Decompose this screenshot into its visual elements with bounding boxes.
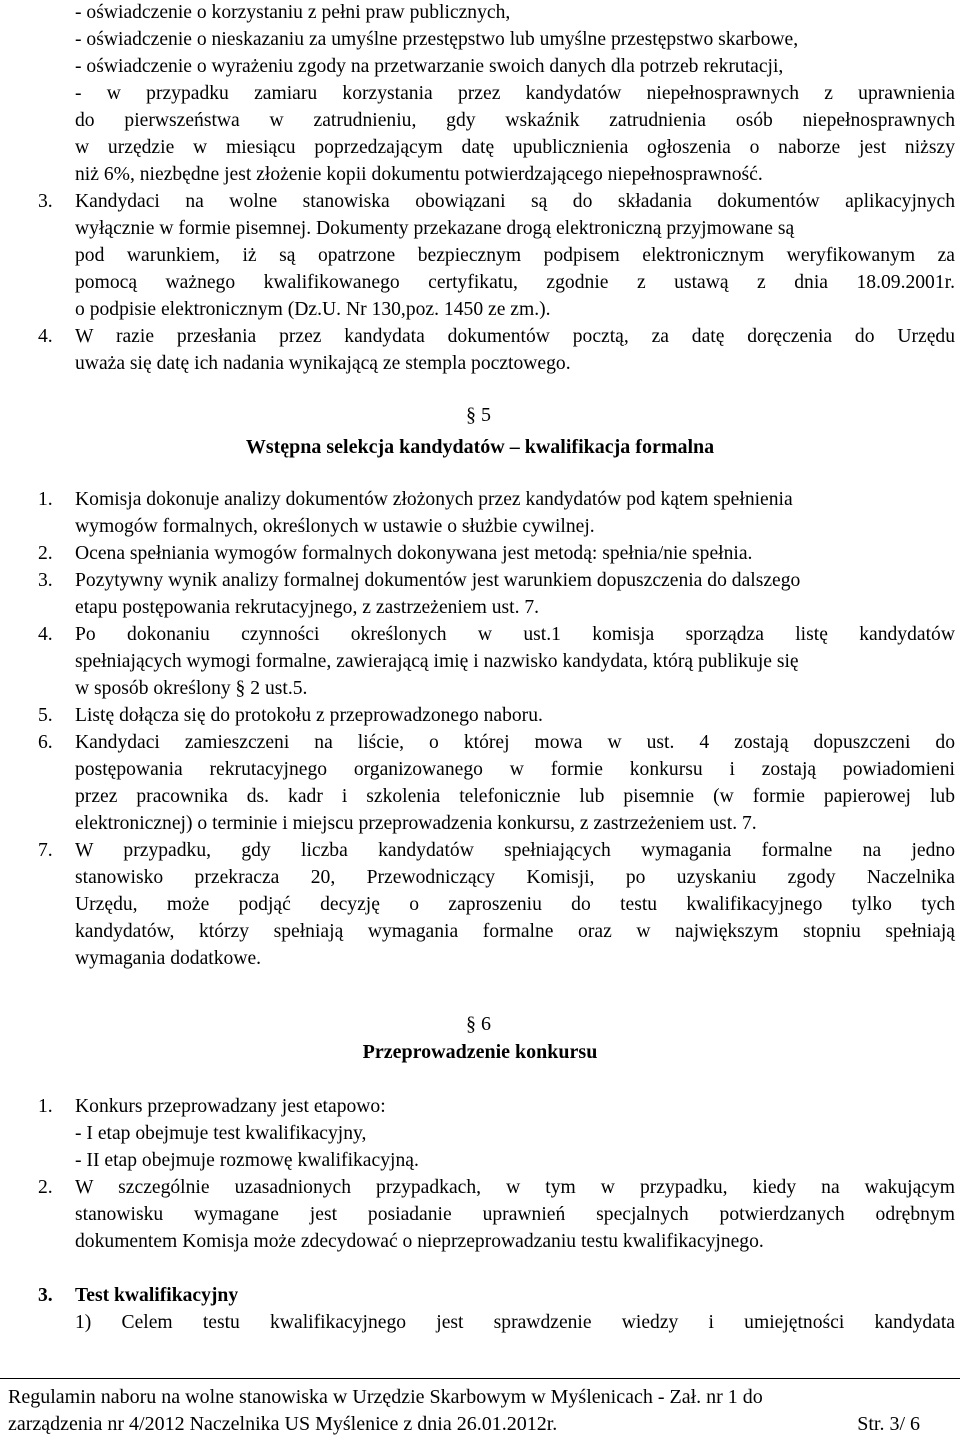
- text-line: wymogów formalnych, określonych w ustawie o służbie cywilnej.: [75, 516, 595, 537]
- text-line: - oświadczenie o wyrażeniu zgody na przetwarzanie swoich danych dla potrzeb rekrutacji,: [75, 56, 784, 77]
- text-line: pomocą ważnego kwalifikowanego certyfikatu, zgodnie z ustawą z dnia 18.09.2001r.: [75, 272, 955, 293]
- list-item-3: 3. Kandydaci na wolne stanowiska obowiązani są do składania dokumentów aplikacyjnych: [38, 191, 955, 212]
- text-line: niż 6%, niezbędne jest złożenie kopii dokumentu potwierdzającego niepełnosprawność.: [75, 164, 763, 185]
- text-line: pod warunkiem, iż są opatrzone bezpiecznym podpisem elektronicznym weryfikowanym za: [75, 245, 955, 266]
- text-line: dokumentem Komisja może zdecydować o nieprzeprowadzaniu testu kwalifikacyjnego.: [75, 1231, 764, 1252]
- text-line: do pierwszeństwa w zatrudnieniu, gdy wskaźnik zatrudnienia osób niepełnosprawnych: [75, 110, 955, 131]
- list-item-5: 5. Listę dołącza się do protokołu z przeprowadzonego naboru.: [38, 705, 543, 726]
- list-item-7: 7. W przypadku, gdy liczba kandydatów spełniających wymagania formalne na jedno: [38, 840, 955, 861]
- text-line: przez pracownika ds. kadr i szkolenia telefonicznie lub pisemnie (w formie papierowej lub: [75, 786, 955, 807]
- section-5-title: Wstępna selekcja kandydatów – kwalifikacja formalna: [245, 436, 715, 458]
- section-sign-6: § 6: [466, 1013, 491, 1035]
- text-line: - I etap obejmuje test kwalifikacyjny,: [75, 1123, 367, 1144]
- text-line: w urzędzie w miesiącu poprzedzającym datę upublicznienia ogłoszenia o naborze jest niższy: [75, 137, 955, 158]
- text-line: stanowisko przekracza 20, Przewodniczący Komisji, po uzyskaniu zgody Naczelnika: [75, 867, 955, 888]
- text-line: uważa się datę ich nadania wynikającą ze stempla pocztowego.: [75, 353, 571, 374]
- list-item-1: 1. Komisja dokonuje analizy dokumentów złożonych przez kandydatów pod kątem spełnienia: [38, 489, 793, 510]
- text-line: spełniających wymogi formalne, zawierającą imię i nazwisko kandydata, którą publikuje się: [75, 651, 799, 672]
- text-line: - II etap obejmuje rozmowę kwalifikacyjną.: [75, 1150, 419, 1171]
- text-line: w sposób określony § 2 ust.5.: [75, 678, 308, 699]
- list-item-2: 2. W szczególnie uzasadnionych przypadkach, w tym w przypadku, kiedy na wakującym: [38, 1177, 955, 1198]
- text-line: elektronicznej) o terminie i miejscu przeprowadzenia konkursu, z zastrzeżeniem ust. 7.: [75, 813, 757, 834]
- text-line: wymagania dodatkowe.: [75, 948, 262, 969]
- list-item-1: 1. Konkurs przeprowadzany jest etapowo:: [38, 1096, 386, 1117]
- text-line: - w przypadku zamiaru korzystania przez kandydatów niepełnosprawnych z uprawnienia: [75, 83, 955, 104]
- section-sign-5: § 5: [466, 404, 491, 426]
- footer-divider: [0, 1378, 960, 1379]
- footer-line-2: zarządzenia nr 4/2012 Naczelnika US Myślenice z dnia 26.01.2012r.: [8, 1413, 558, 1435]
- footer-line-1: Regulamin naboru na wolne stanowiska w Urzędzie Skarbowym w Myślenicach - Zał. nr 1 do: [8, 1386, 763, 1408]
- text-line: etapu postępowania rekrutacyjnego, z zastrzeżeniem ust. 7.: [75, 597, 540, 618]
- list-item-2: 2. Ocena spełniania wymogów formalnych dokonywana jest metodą: spełnia/nie spełnia.: [38, 543, 753, 564]
- text-line: postępowania rekrutacyjnego organizowanego w formie konkursu i zostają powiadomieni: [75, 759, 955, 780]
- list-item-3: 3. Pozytywny wynik analizy formalnej dokumentów jest warunkiem dopuszczenia do dalszego: [38, 570, 801, 591]
- text-line: 1) Celem testu kwalifikacyjnego jest sprawdzenie wiedzy i umiejętności kandydata: [75, 1312, 955, 1333]
- text-line: wyłącznie w formie pisemnej. Dokumenty przekazane drogą elektroniczną przyjmowane są: [75, 218, 795, 239]
- text-line: - oświadczenie o korzystaniu z pełni praw publicznych,: [75, 2, 511, 23]
- text-line: - oświadczenie o nieskazaniu za umyślne przestępstwo lub umyślne przestępstwo skarbowe,: [75, 29, 799, 50]
- page-number: Str. 3/ 6: [857, 1413, 920, 1435]
- text-line: Urzędu, może podjąć decyzję o zaproszeniu do testu kwalifikacyjnego tylko tych: [75, 894, 955, 915]
- text-line: stanowisku wymagane jest posiadanie uprawnień specjalnych potwierdzanych odrębnym: [75, 1204, 955, 1225]
- list-item-4: 4. W razie przesłania przez kandydata dokumentów pocztą, za datę doręczenia do Urzędu: [38, 326, 955, 347]
- list-item-4: 4. Po dokonaniu czynności określonych w ust.1 komisja sporządza listę kandydatów: [38, 624, 955, 645]
- list-item-6: 6. Kandydaci zamieszczeni na liście, o której mowa w ust. 4 zostają dopuszczeni do: [38, 732, 955, 753]
- text-line: o podpisie elektronicznym (Dz.U. Nr 130,poz. 1450 ze zm.).: [75, 299, 551, 320]
- text-line: kandydatów, którzy spełniają wymagania formalne oraz w największym stopniu spełniają: [75, 921, 955, 942]
- section-6-title: Przeprowadzenie konkursu: [362, 1041, 598, 1063]
- list-item-3: 3. Test kwalifikacyjny: [38, 1285, 239, 1306]
